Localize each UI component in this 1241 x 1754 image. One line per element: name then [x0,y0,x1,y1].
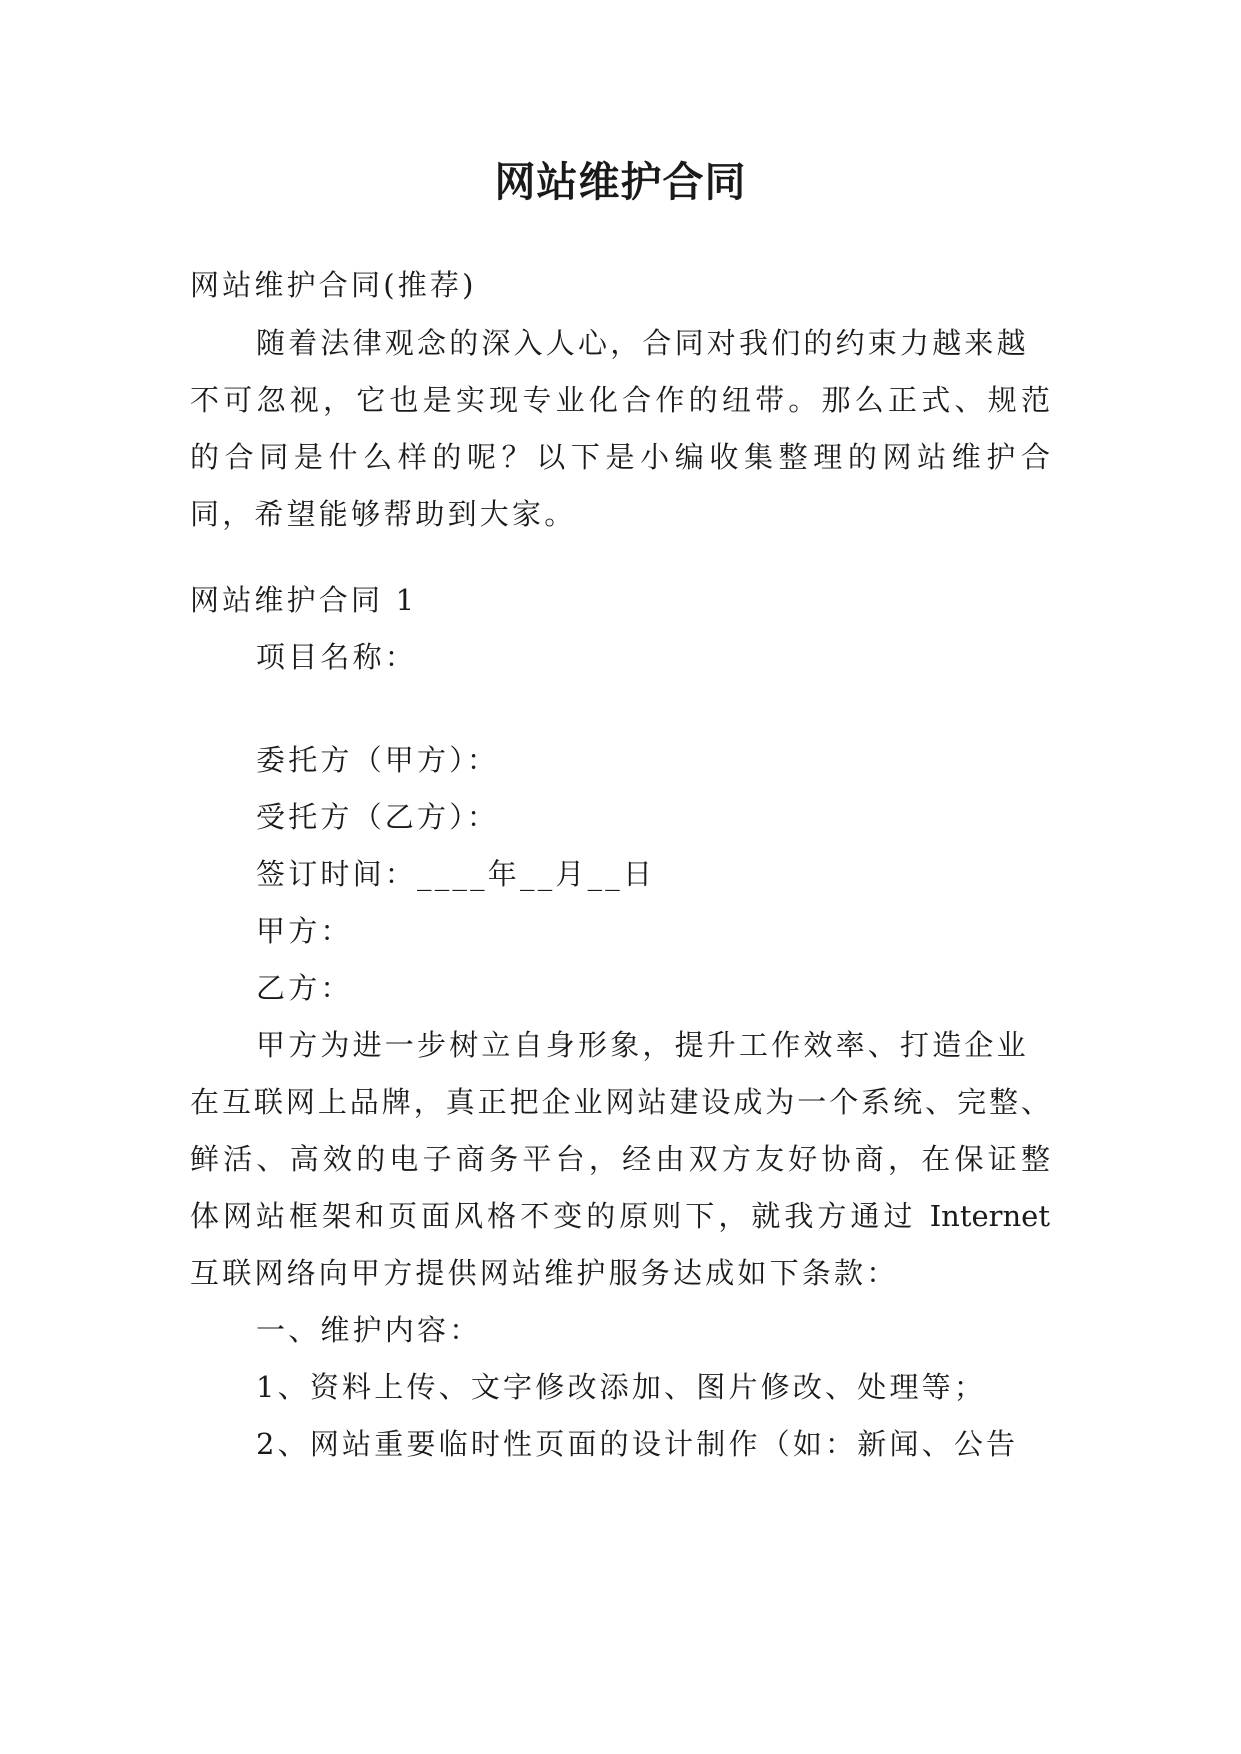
document-title: 网站维护合同 [494,158,747,206]
body-line-1: 甲方为进一步树立自身形象，提升工作效率、打造企业 [256,1028,1029,1062]
intro-line-3: 的合同是什么样的呢？以下是小编收集整理的网站维护合 [190,440,1050,474]
subtitle: 网站维护合同(推荐) [190,268,477,302]
body-line-2: 在互联网上品牌，真正把企业网站建设成为一个系统、完整、 [190,1085,1050,1119]
client-label: 委托方（甲方）： [256,743,500,777]
intro-line-2: 不可忽视，它也是实现专业化合作的纽带。那么正式、规范 [190,383,1050,417]
party-a-label: 甲方： [256,914,353,948]
body-line-3: 鲜活、高效的电子商务平台，经由双方友好协商，在保证整 [190,1142,1050,1176]
contractor-label: 受托方（乙方）： [256,800,500,834]
section-heading: 网站维护合同 1 [190,583,418,617]
sign-date-label: 签订时间：____年__月__日 [256,857,656,891]
clause-item-1: 1、资料上传、文字修改添加、图片修改、处理等； [256,1370,987,1404]
intro-line-4: 同，希望能够帮助到大家。 [190,497,577,531]
project-name-label: 项目名称： [256,640,418,674]
body-line-4: 体网站框架和页面风格不变的原则下，就我方通过 Internet [190,1199,1050,1233]
party-b-label: 乙方： [256,971,353,1005]
body-line-5: 互联网络向甲方提供网站维护服务达成如下条款： [190,1256,899,1290]
clause-item-2: 2、网站重要临时性页面的设计制作（如：新闻、公告 [256,1427,1019,1461]
intro-line-1: 随着法律观念的深入人心，合同对我们的约束力越来越 [256,326,1029,360]
clause-heading: 一、维护内容： [256,1313,482,1347]
